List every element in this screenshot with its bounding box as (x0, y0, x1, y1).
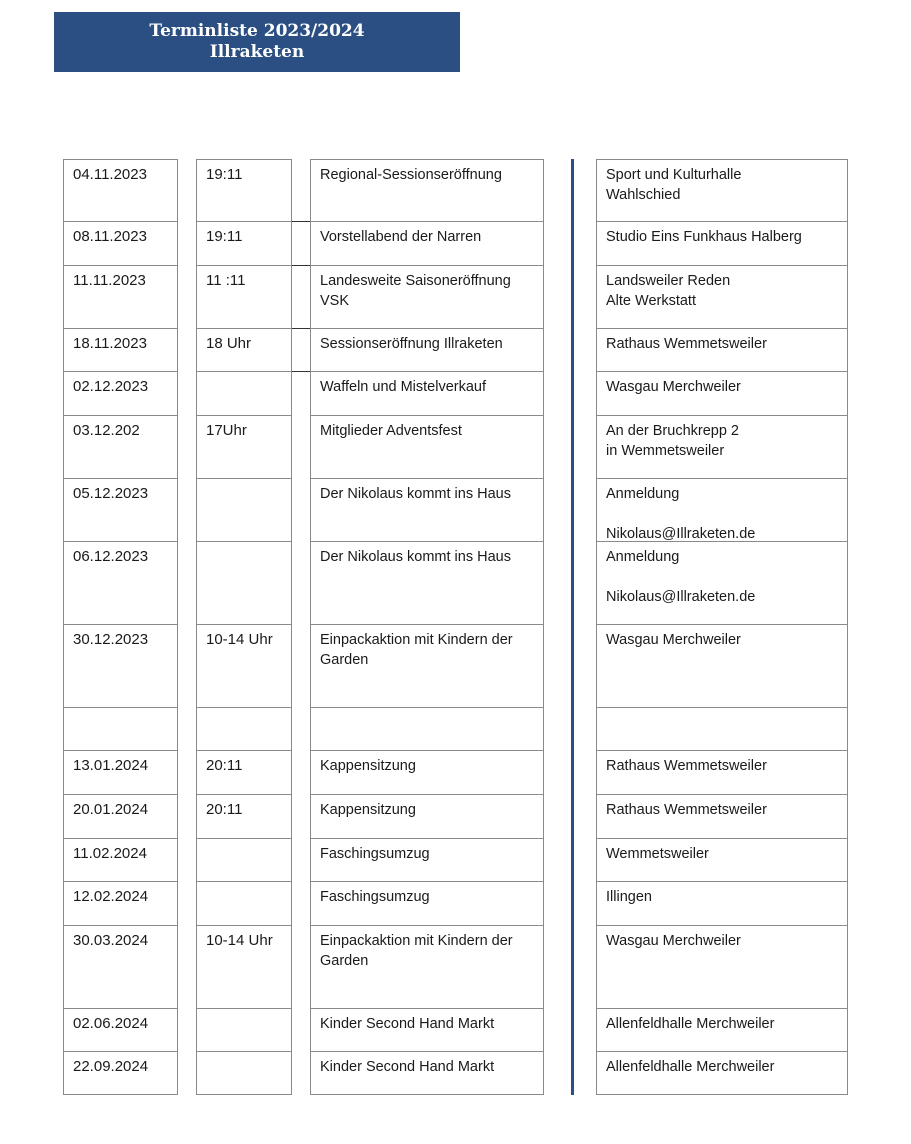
location-line: Rathaus Wemmetsweiler (606, 336, 767, 352)
event-name: Einpackaktion mit Kindern der Garden (310, 625, 544, 708)
event-time (196, 882, 292, 926)
title-banner (54, 12, 460, 72)
column-gap (292, 625, 310, 708)
event-time (196, 372, 292, 416)
event-location (596, 542, 848, 625)
event-location (596, 882, 848, 926)
event-date: 12.02.2024 (63, 882, 178, 926)
event-name: Mitglieder Adventsfest (310, 416, 544, 479)
divider-rule (544, 795, 596, 839)
divider-rule (544, 222, 596, 266)
event-date: 11.02.2024 (63, 839, 178, 882)
event-name: Kappensitzung (310, 751, 544, 795)
location-line (606, 567, 838, 587)
event-time: 18 Uhr (196, 329, 292, 372)
column-gap (178, 479, 196, 542)
event-date: 08.11.2023 (63, 222, 178, 266)
column-gap (292, 1052, 310, 1095)
column-gap (178, 222, 196, 266)
event-date: 30.03.2024 (63, 926, 178, 1009)
event-location (596, 329, 848, 372)
column-gap (292, 882, 310, 926)
column-gap (292, 542, 310, 625)
event-location (596, 795, 848, 839)
column-gap (178, 372, 196, 416)
event-time (196, 708, 292, 751)
location-line: Landsweiler Reden (606, 273, 731, 289)
event-name: Landesweite Saisoneröffnung VSK (310, 266, 544, 329)
divider-rule (544, 882, 596, 926)
event-time: 20:11 (196, 795, 292, 839)
location-line: Rathaus Wemmetsweiler (606, 758, 767, 774)
column-gap (178, 1052, 196, 1095)
column-gap (178, 795, 196, 839)
event-time: 17Uhr (196, 416, 292, 479)
event-time: 10-14 Uhr (196, 926, 292, 1009)
location-line: Nikolaus@Illraketen.de (606, 589, 756, 605)
event-name: Einpackaktion mit Kindern der Garden (310, 926, 544, 1009)
event-location (596, 372, 848, 416)
location-line: Illingen (606, 889, 652, 905)
column-gap (178, 708, 196, 751)
location-line: Wemmetsweiler (606, 846, 709, 862)
column-gap (292, 479, 310, 542)
location-line: Wasgau Merchweiler (606, 379, 741, 395)
column-gap (292, 839, 310, 882)
column-gap (178, 625, 196, 708)
column-gap (178, 329, 196, 372)
location-line (606, 504, 838, 524)
location-line: Anmeldung (606, 549, 680, 565)
column-gap (292, 1009, 310, 1052)
column-gap (292, 708, 310, 751)
column-gap (292, 266, 310, 329)
event-time: 20:11 (196, 751, 292, 795)
divider-rule (544, 329, 596, 372)
event-date: 22.09.2024 (63, 1052, 178, 1095)
divider-rule (544, 1009, 596, 1052)
page-subtitle: Illraketen (209, 42, 305, 62)
location-line (606, 713, 838, 733)
column-gap (178, 542, 196, 625)
location-line: Sport und Kulturhalle (606, 167, 742, 183)
column-gap (178, 751, 196, 795)
location-line: Studio Eins Funkhaus Halberg (606, 229, 802, 245)
event-date: 18.11.2023 (63, 329, 178, 372)
location-line: in Wemmetsweiler (606, 443, 725, 459)
column-gap (292, 159, 310, 222)
event-name: Kinder Second Hand Markt (310, 1052, 544, 1095)
event-date: 30.12.2023 (63, 625, 178, 708)
event-name: Der Nikolaus kommt ins Haus (310, 542, 544, 625)
event-location (596, 222, 848, 266)
location-line: Anmeldung (606, 486, 680, 502)
location-line: Allenfeldhalle Merchweiler (606, 1059, 775, 1075)
event-name: Der Nikolaus kommt ins Haus (310, 479, 544, 542)
location-line: Nikolaus@Illraketen.de (606, 526, 756, 542)
event-time (196, 479, 292, 542)
connector-mark (292, 221, 310, 222)
event-name: Waffeln und Mistelverkauf (310, 372, 544, 416)
column-gap (292, 329, 310, 372)
connector-mark (292, 328, 310, 329)
event-time (196, 542, 292, 625)
connector-mark (292, 265, 310, 266)
event-time: 11 :11 (196, 266, 292, 329)
column-gap (178, 1009, 196, 1052)
schedule-table (63, 159, 839, 1095)
location-line: Wasgau Merchweiler (606, 632, 741, 648)
event-time: 19:11 (196, 222, 292, 266)
divider-rule (544, 416, 596, 479)
event-date: 11.11.2023 (63, 266, 178, 329)
event-location (596, 751, 848, 795)
column-gap (292, 416, 310, 479)
event-date (63, 708, 178, 751)
divider-rule (544, 926, 596, 1009)
event-location (596, 625, 848, 708)
event-date: 02.06.2024 (63, 1009, 178, 1052)
location-line: An der Bruchkrepp 2 (606, 423, 739, 439)
event-time: 19:11 (196, 159, 292, 222)
divider-rule (544, 751, 596, 795)
divider-rule (544, 479, 596, 542)
event-location (596, 159, 848, 222)
event-date: 13.01.2024 (63, 751, 178, 795)
event-location (596, 1009, 848, 1052)
event-time (196, 839, 292, 882)
event-location (596, 416, 848, 479)
location-line: Wahlschied (606, 187, 681, 203)
column-gap (178, 926, 196, 1009)
event-date: 03.12.202 (63, 416, 178, 479)
column-gap (178, 839, 196, 882)
event-date: 06.12.2023 (63, 542, 178, 625)
event-name: Faschingsumzug (310, 839, 544, 882)
event-date: 04.11.2023 (63, 159, 178, 222)
column-gap (292, 795, 310, 839)
event-time (196, 1052, 292, 1095)
column-gap (292, 926, 310, 1009)
connector-mark (292, 371, 310, 372)
location-line: Allenfeldhalle Merchweiler (606, 1016, 775, 1032)
column-gap (178, 882, 196, 926)
column-gap (178, 416, 196, 479)
divider-rule (544, 266, 596, 329)
event-name: Sessionseröffnung Illraketen (310, 329, 544, 372)
event-time: 10-14 Uhr (196, 625, 292, 708)
event-date: 02.12.2023 (63, 372, 178, 416)
divider-rule (544, 372, 596, 416)
divider-rule (544, 625, 596, 708)
event-location (596, 1052, 848, 1095)
page-title: Terminliste 2023/2024 (149, 21, 365, 41)
event-location (596, 839, 848, 882)
divider-rule (544, 159, 596, 222)
location-line: Alte Werkstatt (606, 293, 696, 309)
column-gap (178, 159, 196, 222)
event-location (596, 926, 848, 1009)
event-name: Faschingsumzug (310, 882, 544, 926)
event-name: Vorstellabend der Narren (310, 222, 544, 266)
divider-rule (544, 839, 596, 882)
event-name: Kappensitzung (310, 795, 544, 839)
location-line: Rathaus Wemmetsweiler (606, 802, 767, 818)
column-gap (292, 751, 310, 795)
event-location (596, 266, 848, 329)
event-name: Kinder Second Hand Markt (310, 1009, 544, 1052)
divider-rule (544, 542, 596, 625)
divider-rule (544, 1052, 596, 1095)
event-date: 20.01.2024 (63, 795, 178, 839)
divider-rule (544, 708, 596, 751)
event-location (596, 479, 848, 542)
event-name (310, 708, 544, 751)
event-time (196, 1009, 292, 1052)
column-gap (292, 372, 310, 416)
event-location (596, 708, 848, 751)
event-date: 05.12.2023 (63, 479, 178, 542)
event-name: Regional-Sessionseröffnung (310, 159, 544, 222)
location-line: Wasgau Merchweiler (606, 933, 741, 949)
column-gap (292, 222, 310, 266)
column-gap (178, 266, 196, 329)
